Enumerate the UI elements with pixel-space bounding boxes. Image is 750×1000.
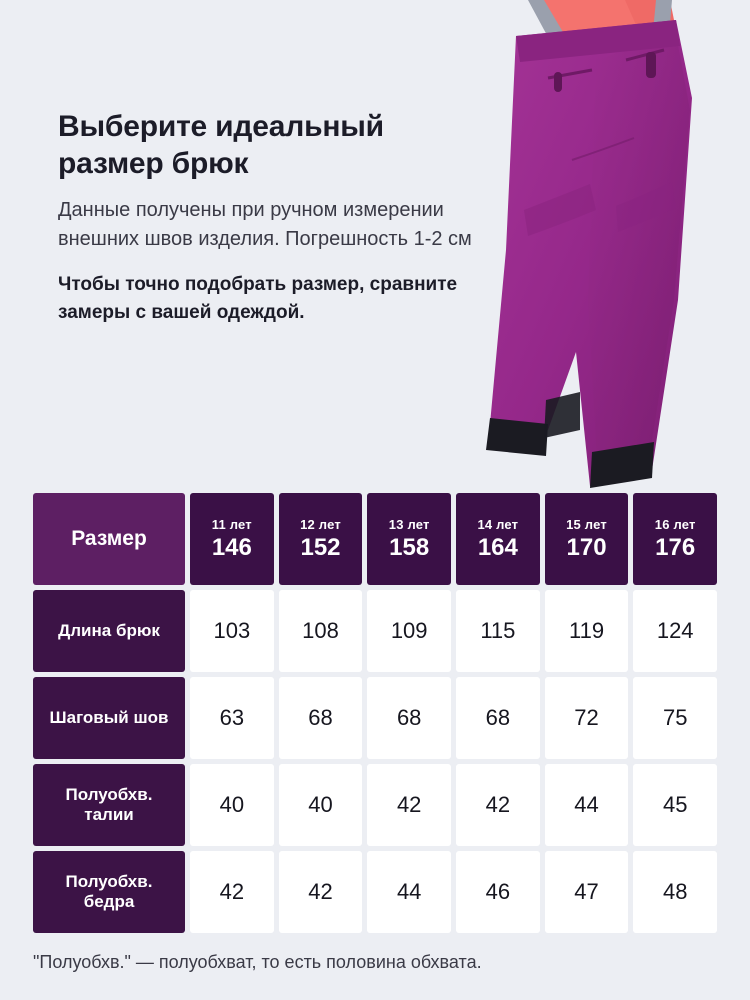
column-age: 11 лет <box>211 516 252 532</box>
table-cell: 40 <box>279 764 363 846</box>
column-age: 15 лет <box>566 516 607 532</box>
table-row <box>33 764 717 846</box>
table-cell: 42 <box>279 851 363 933</box>
table-header-row <box>33 493 717 585</box>
footnote: "Полуобхв." — полуобхват, то есть половина обхвата. <box>33 952 482 972</box>
table-cell: 47 <box>545 851 629 933</box>
table-cell: 42 <box>367 764 451 846</box>
table-row <box>33 851 717 933</box>
column-age: 13 лет <box>388 516 430 532</box>
column-size: 164 <box>477 533 518 561</box>
table-cell: 108 <box>279 590 363 672</box>
column-size: 176 <box>655 533 696 561</box>
table-cell: 68 <box>367 677 451 759</box>
table-cell: 45 <box>633 764 717 846</box>
table-cell: 68 <box>456 677 540 759</box>
table-cell: 44 <box>367 851 451 933</box>
table-cell: 42 <box>190 851 274 933</box>
table-row <box>33 590 717 672</box>
table-cell: 109 <box>367 590 451 672</box>
table-column-header <box>456 493 540 585</box>
table-column-header <box>633 493 717 585</box>
table-cell: 124 <box>633 590 717 672</box>
row-label: Полуобхв. бедра <box>33 851 185 933</box>
column-age: 16 лет <box>654 516 696 532</box>
column-size: 158 <box>389 533 430 561</box>
table-cell: 115 <box>456 590 540 672</box>
table-cell: 75 <box>633 677 717 759</box>
table-column-header <box>367 493 451 585</box>
table-cell: 68 <box>279 677 363 759</box>
page-note: Чтобы точно подобрать размер, сравните замеры с вашей одеждой. <box>58 274 458 323</box>
page-subtitle: Данные получены при ручном измерении внешних швов изделия. Погрешность 1-2 см <box>58 199 472 250</box>
table-cell: 40 <box>190 764 274 846</box>
column-size: 152 <box>300 533 341 561</box>
table-column-header <box>545 493 629 585</box>
size-table <box>33 493 717 938</box>
table-cell: 42 <box>456 764 540 846</box>
table-cell: 48 <box>633 851 717 933</box>
table-cell: 119 <box>545 590 629 672</box>
table-corner-label: Размер <box>33 493 185 585</box>
table-row <box>33 677 717 759</box>
table-column-header <box>279 493 363 585</box>
table-cell: 63 <box>190 677 274 759</box>
table-cell: 103 <box>190 590 274 672</box>
row-label: Полуобхв. талии <box>33 764 185 846</box>
table-cell: 46 <box>456 851 540 933</box>
row-label: Длина брюк <box>33 590 185 672</box>
column-size: 170 <box>566 533 607 561</box>
table-column-header <box>190 493 274 585</box>
table-cell: 72 <box>545 677 629 759</box>
table-cell: 44 <box>545 764 629 846</box>
column-age: 12 лет <box>300 516 341 532</box>
column-size: 146 <box>211 533 252 561</box>
header-block <box>58 108 478 326</box>
page-title: Выберите идеальный размер брюк <box>58 110 384 181</box>
row-label: Шаговый шов <box>33 677 185 759</box>
column-age: 14 лет <box>477 516 519 532</box>
